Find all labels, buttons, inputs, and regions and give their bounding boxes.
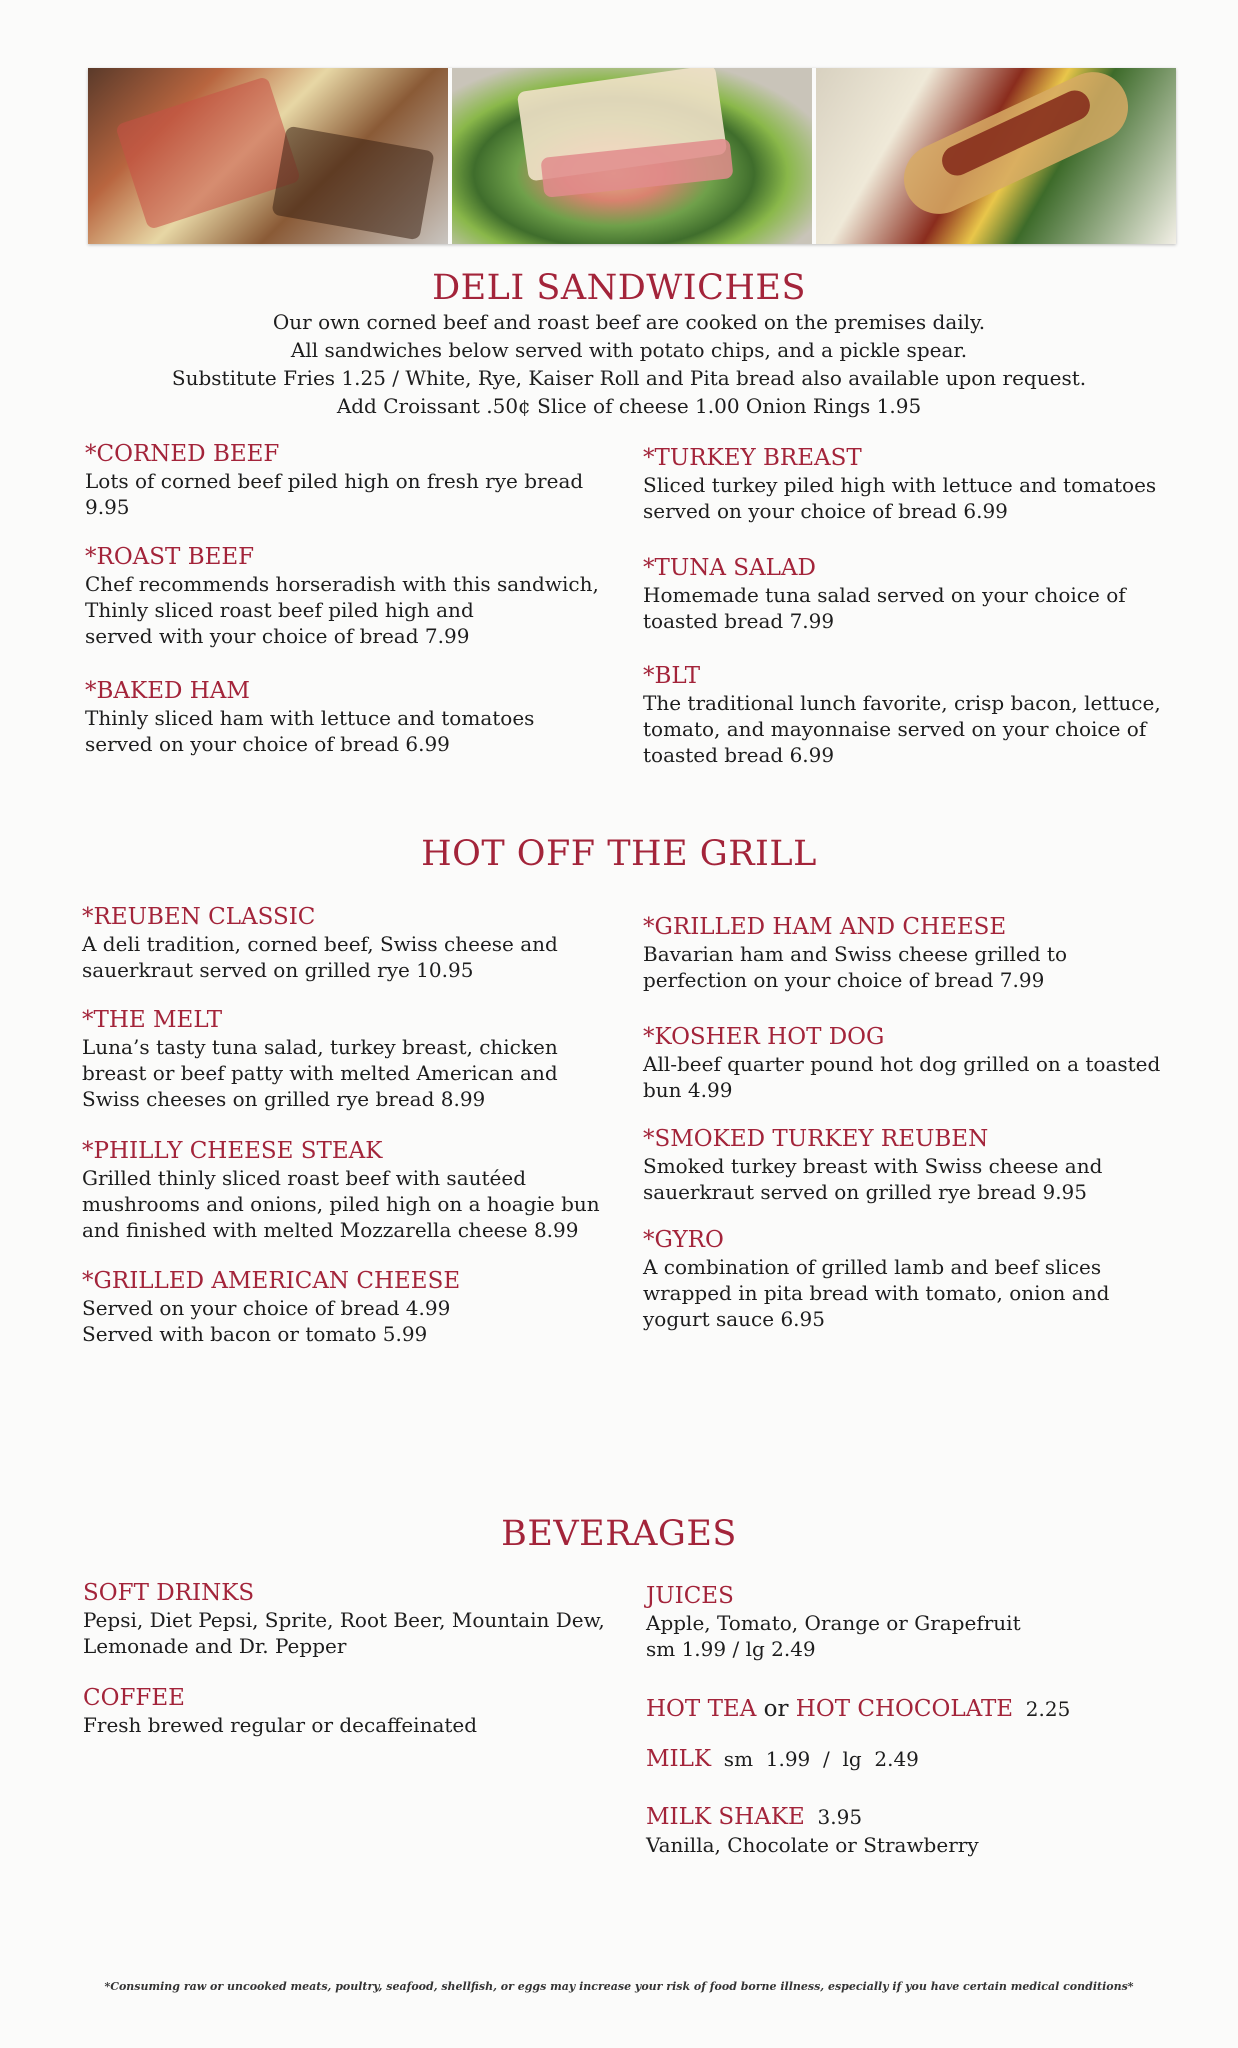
item-description: Served on your choice of bread 4.99 Served with bacon or tomato 5.99 bbox=[82, 1296, 451, 1346]
menu-item-grilled-american-cheese bbox=[82, 1267, 622, 1347]
item-name: *TUNA SALAD bbox=[643, 555, 816, 581]
item-price: 3.95 bbox=[804, 1805, 863, 1829]
item-description: Pepsi, Diet Pepsi, Sprite, Root Beer, Mountain Dew, Lemonade and Dr. Pepper bbox=[83, 1608, 605, 1658]
menu-item-reuben-classic bbox=[82, 903, 622, 983]
item-name: MILK bbox=[646, 1746, 712, 1772]
hot-dog-photo bbox=[816, 68, 1176, 244]
item-description: Thinly sliced ham with lettuce and tomatoes served on your choice of bread 6.99 bbox=[85, 706, 535, 756]
hot-off-the-grill-title: HOT OFF THE GRILL bbox=[421, 834, 817, 874]
reuben-sandwich-photo bbox=[88, 68, 448, 244]
item-name: *KOSHER HOT DOG bbox=[643, 1024, 885, 1050]
intro-line: All sandwiches below served with potato chips, and a pickle spear. bbox=[290, 338, 968, 362]
menu-item-juices bbox=[646, 1582, 1186, 1662]
menu-item-roast-beef bbox=[85, 543, 625, 649]
item-name: *BLT bbox=[643, 663, 701, 689]
beverages-title: BEVERAGES bbox=[501, 1514, 737, 1554]
menu-item-corned-beef bbox=[85, 440, 625, 520]
item-description: A combination of grilled lamb and beef slices wrapped in pita bread with tomato, onion and yogurt sauce 6.95 bbox=[643, 1255, 1110, 1331]
item-description: Vanilla, Chocolate or Strawberry bbox=[646, 1833, 979, 1857]
item-description: A deli tradition, corned beef, Swiss cheese and sauerkraut served on grilled rye 10.95 bbox=[82, 932, 558, 982]
item-description: Bavarian ham and Swiss cheese grilled to perfection on your choice of bread 7.99 bbox=[643, 942, 1067, 992]
item-name: *GYRO bbox=[643, 1227, 724, 1253]
deli-sandwiches-title: DELI SANDWICHES bbox=[432, 268, 806, 308]
item-name: *GRILLED HAM AND CHEESE bbox=[643, 914, 1007, 940]
item-name: *GRILLED AMERICAN CHEESE bbox=[82, 1268, 461, 1294]
food-photo-strip bbox=[88, 68, 1176, 244]
item-name: JUICES bbox=[646, 1583, 734, 1609]
item-description: Homemade tuna salad served on your choice of toasted bread 7.99 bbox=[643, 583, 1126, 633]
item-name: *SMOKED TURKEY REUBEN bbox=[643, 1126, 989, 1152]
item-description: All-beef quarter pound hot dog grilled on a toasted bun 4.99 bbox=[643, 1052, 1161, 1102]
item-name: *PHILLY CHEESE STEAK bbox=[82, 1138, 383, 1164]
menu-item-turkey-breast bbox=[643, 444, 1183, 524]
menu-item-baked-ham bbox=[85, 677, 625, 757]
item-name: HOT TEA bbox=[646, 1696, 757, 1722]
menu-item-blt bbox=[643, 662, 1183, 768]
item-name: *THE MELT bbox=[82, 1007, 223, 1033]
item-description: The traditional lunch favorite, crisp bacon, lettuce, tomato, and mayonnaise served on your choice of toasted bread 6.99 bbox=[643, 691, 1161, 767]
menu-item-gyro bbox=[643, 1226, 1183, 1332]
item-name-secondary: HOT CHOCOLATE bbox=[795, 1696, 1014, 1722]
item-description: Apple, Tomato, Orange or Grapefruit sm 1.99 / lg 2.49 bbox=[646, 1611, 1021, 1661]
item-name: *TURKEY BREAST bbox=[643, 445, 862, 471]
menu-item-the-melt bbox=[82, 1006, 622, 1112]
item-description: Luna’s tasty tuna salad, turkey breast, chicken breast or beef patty with melted American and Swiss cheeses on grilled rye bread 8.99 bbox=[82, 1035, 558, 1111]
item-name: *ROAST BEEF bbox=[85, 544, 255, 570]
club-sandwich-photo bbox=[452, 68, 812, 244]
menu-item-smoked-turkey-reuben bbox=[643, 1125, 1183, 1205]
menu-item-coffee bbox=[83, 1684, 623, 1738]
item-price: sm 1.99 / lg 2.49 bbox=[711, 1747, 919, 1771]
menu-item-grilled-ham-and-cheese bbox=[643, 913, 1183, 993]
item-description: Chef recommends horseradish with this sandwich, Thinly sliced roast beef piled high and served with your choice of bread 7.99 bbox=[85, 572, 599, 648]
item-description: Grilled thinly sliced roast beef with sautéed mushrooms and onions, piled high on a hoagie bun and finished with melted Mozzarella cheese 8.99 bbox=[82, 1166, 600, 1242]
item-description: Smoked turkey breast with Swiss cheese and sauerkraut served on grilled rye bread 9.95 bbox=[643, 1154, 1103, 1204]
intro-line: Our own corned beef and roast beef are cooked on the premises daily. bbox=[272, 310, 986, 334]
item-name: MILK SHAKE bbox=[646, 1804, 805, 1830]
menu-item-milk-shake bbox=[646, 1802, 1186, 1858]
menu-item-hot-tea-or-hot-chocolate bbox=[646, 1694, 1186, 1724]
item-name: *REUBEN CLASSIC bbox=[82, 904, 316, 930]
menu-item-soft-drinks bbox=[83, 1579, 623, 1659]
deli-intro bbox=[100, 308, 1158, 420]
item-price: 2.25 bbox=[1013, 1697, 1071, 1721]
intro-line: Add Croissant .50¢ Slice of cheese 1.00 Onion Rings 1.95 bbox=[336, 394, 922, 418]
item-name: SOFT DRINKS bbox=[83, 1580, 255, 1606]
menu-item-milk bbox=[646, 1744, 1186, 1774]
or-connector: or bbox=[756, 1696, 796, 1722]
item-description: Fresh brewed regular or decaffeinated bbox=[83, 1713, 478, 1737]
item-name: *CORNED BEEF bbox=[85, 441, 280, 467]
item-name: *BAKED HAM bbox=[85, 678, 250, 704]
menu-item-kosher-hot-dog bbox=[643, 1023, 1183, 1103]
menu-item-tuna-salad bbox=[643, 554, 1183, 634]
item-description: Lots of corned beef piled high on fresh rye bread 9.95 bbox=[85, 469, 584, 519]
item-name: COFFEE bbox=[83, 1685, 185, 1711]
food-safety-footnote: *Consuming raw or uncooked meats, poultry, seafood, shellfish, or eggs may increase your risk of food borne illness, especially if you have certain medical conditions* bbox=[104, 1980, 1134, 1993]
menu-item-philly-cheese-steak bbox=[82, 1137, 622, 1243]
intro-line: Substitute Fries 1.25 / White, Rye, Kaiser Roll and Pita bread also available upon request. bbox=[171, 366, 1087, 390]
item-description: Sliced turkey piled high with lettuce and tomatoes served on your choice of bread 6.99 bbox=[643, 473, 1157, 523]
